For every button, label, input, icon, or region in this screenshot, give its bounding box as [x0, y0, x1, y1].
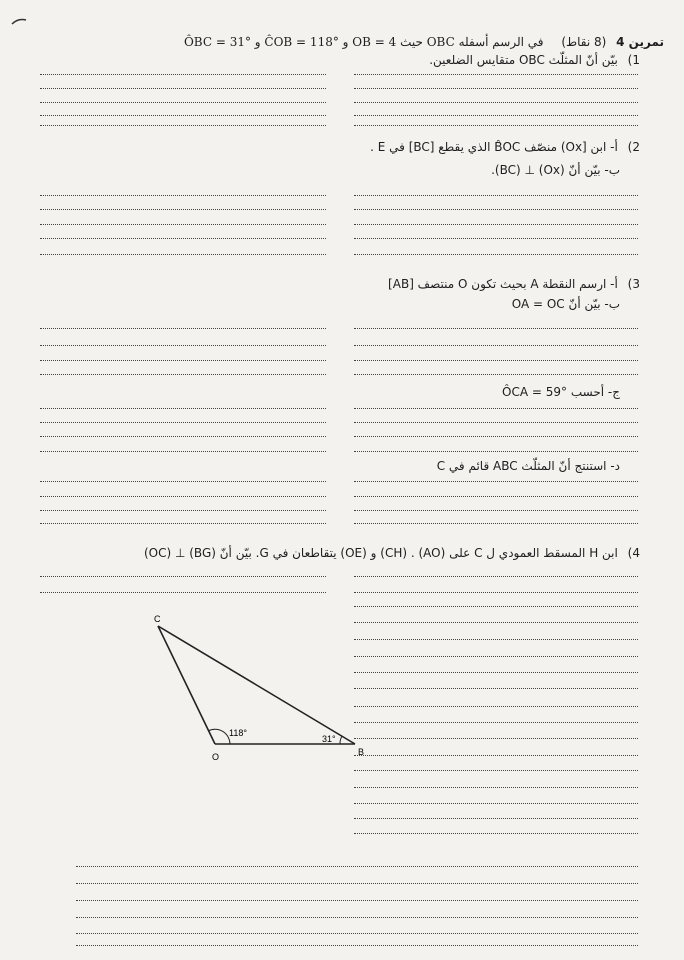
- q3-part-c-text: ج- أحسب ÔCA = 59°: [502, 385, 620, 399]
- answer-line-q4-full: [76, 917, 638, 918]
- answer-line-q4-right: [354, 606, 638, 607]
- answer-line-q4-right: [354, 787, 638, 788]
- q3-part-c: [502, 384, 620, 400]
- answer-line-q3-left: [40, 496, 326, 497]
- answer-line-q2-right: [354, 209, 638, 210]
- q3-part-d: [437, 458, 620, 474]
- q3-part-a-text: أ- ارسم النقطة A بحيث تكون O منتصف [AB]: [388, 277, 618, 291]
- answer-line-q4-full: [76, 866, 638, 867]
- answer-line-q4-right: [354, 639, 638, 640]
- q1-text: بيّن أنّ المثلّث OBC متقايس الضلعين.: [429, 53, 618, 67]
- q3-number: 3): [627, 277, 640, 291]
- answer-line-q3-right: [354, 451, 638, 452]
- answer-line-q1-right: [354, 74, 638, 75]
- answer-line-q3-right: [354, 523, 638, 524]
- answer-line-q4-right: [354, 722, 638, 723]
- q1: [429, 52, 640, 68]
- answer-line-q4-full: [76, 883, 638, 884]
- exercise-points: (8 نقاط): [561, 35, 607, 49]
- answer-line-q4-right: [354, 656, 638, 657]
- answer-line-q3-right: [354, 374, 638, 375]
- q2-part-a: [370, 139, 640, 155]
- answer-line-q3-left: [40, 523, 326, 524]
- answer-line-q3-right: [354, 510, 638, 511]
- answer-line-q3-left: [40, 360, 326, 361]
- q2-part-a-text: أ- ابن [Ox) منصّف B̂OC الذي يقطع [BC] في E .: [370, 140, 618, 154]
- answer-line-q1-left: [40, 74, 326, 75]
- answer-line-q1-right: [354, 115, 638, 116]
- pencil-mark: [10, 14, 30, 28]
- q3-part-b-text: ب- بيّن أنّ OA = OC: [511, 297, 620, 311]
- answer-line-q2-left: [40, 195, 326, 196]
- answer-line-q1-left: [40, 102, 326, 103]
- q3-part-d-text: د- استنتج أنّ المثلّث ABC قائم في C: [436, 459, 620, 473]
- answer-line-q3-left: [40, 451, 326, 452]
- answer-line-q3-right: [354, 345, 638, 346]
- angle-b-label: 31°: [322, 734, 336, 744]
- q4-number: 4): [627, 546, 640, 560]
- answer-line-q1-left: [40, 88, 326, 89]
- vertex-c-label: C: [154, 614, 161, 624]
- answer-line-q4-right: [354, 622, 638, 623]
- answer-line-q4-right: [354, 706, 638, 707]
- answer-line-q3-left: [40, 422, 326, 423]
- answer-line-q3-right: [354, 481, 638, 482]
- q3-part-a: [388, 276, 640, 292]
- answer-line-q4-right: [354, 770, 638, 771]
- answer-line-q4-right: [354, 576, 638, 577]
- answer-line-q3-left: [40, 345, 326, 346]
- q3-part-b: [512, 296, 620, 312]
- answer-line-q2-right: [354, 254, 638, 255]
- answer-line-q2-right: [354, 238, 638, 239]
- angle-o-label: 118°: [229, 728, 247, 738]
- answer-line-q4-right: [354, 592, 638, 593]
- answer-line-q4-right: [354, 688, 638, 689]
- answer-line-q1-right: [354, 125, 638, 126]
- answer-line-q4-right: [354, 672, 638, 673]
- angle-arc-b: [340, 736, 342, 744]
- q2-part-b: [491, 162, 620, 178]
- answer-line-q3-right: [354, 360, 638, 361]
- answer-line-q4-right: [354, 818, 638, 819]
- answer-line-q2-left: [40, 238, 326, 239]
- exercise-label: تمرين 4: [616, 35, 664, 49]
- answer-line-q4-right: [354, 833, 638, 834]
- answer-line-q3-right: [354, 328, 638, 329]
- exercise-statement: في الرسم أسفله OBC حيث OB = 4 و ĈOB = 118° و ÔBC = 31°: [183, 35, 544, 49]
- answer-line-q2-left: [40, 209, 326, 210]
- answer-line-q1-left: [40, 125, 326, 126]
- answer-line-q3-right: [354, 436, 638, 437]
- answer-line-q1-right: [354, 88, 638, 89]
- answer-line-q2-left: [40, 224, 326, 225]
- answer-line-q4-full: [76, 900, 638, 901]
- answer-line-q3-left: [40, 510, 326, 511]
- vertex-b-label: B: [358, 747, 365, 757]
- answer-line-q3-left: [40, 328, 326, 329]
- answer-line-q3-left: [40, 408, 326, 409]
- answer-line-q1-left: [40, 115, 326, 116]
- side-cb: [158, 626, 355, 744]
- answer-line-q4-right: [354, 803, 638, 804]
- answer-line-q4-full: [76, 933, 638, 934]
- exercise-header: [144, 34, 664, 50]
- answer-line-q3-left: [40, 436, 326, 437]
- triangle-figure: [140, 610, 380, 770]
- answer-line-q1-right: [354, 102, 638, 103]
- q4-text: ابن H المسقط العمودي ل C على (AO) . (CH) و (OE) يتقاطعان في G. بيّن أنّ (BG) ⊥ (OC): [143, 546, 618, 560]
- answer-line-q3-right: [354, 422, 638, 423]
- q1-number: 1): [627, 53, 640, 67]
- answer-line-q3-right: [354, 496, 638, 497]
- q2-number: 2): [627, 140, 640, 154]
- answer-line-q2-left: [40, 254, 326, 255]
- answer-line-q3-right: [354, 408, 638, 409]
- answer-line-q4-right: [354, 738, 638, 739]
- answer-line-q4-left: [40, 576, 326, 577]
- answer-line-q2-right: [354, 224, 638, 225]
- answer-line-q4-left: [40, 592, 326, 593]
- answer-line-q2-right: [354, 195, 638, 196]
- answer-line-q4-right: [354, 755, 638, 756]
- q4: [144, 545, 640, 561]
- answer-line-q3-left: [40, 481, 326, 482]
- answer-line-q3-left: [40, 374, 326, 375]
- q2-part-b-text: ب- بيّن أنّ (Ox) ⊥ (BC).: [491, 163, 620, 177]
- answer-line-q4-full: [76, 945, 638, 946]
- vertex-o-label: O: [212, 752, 220, 762]
